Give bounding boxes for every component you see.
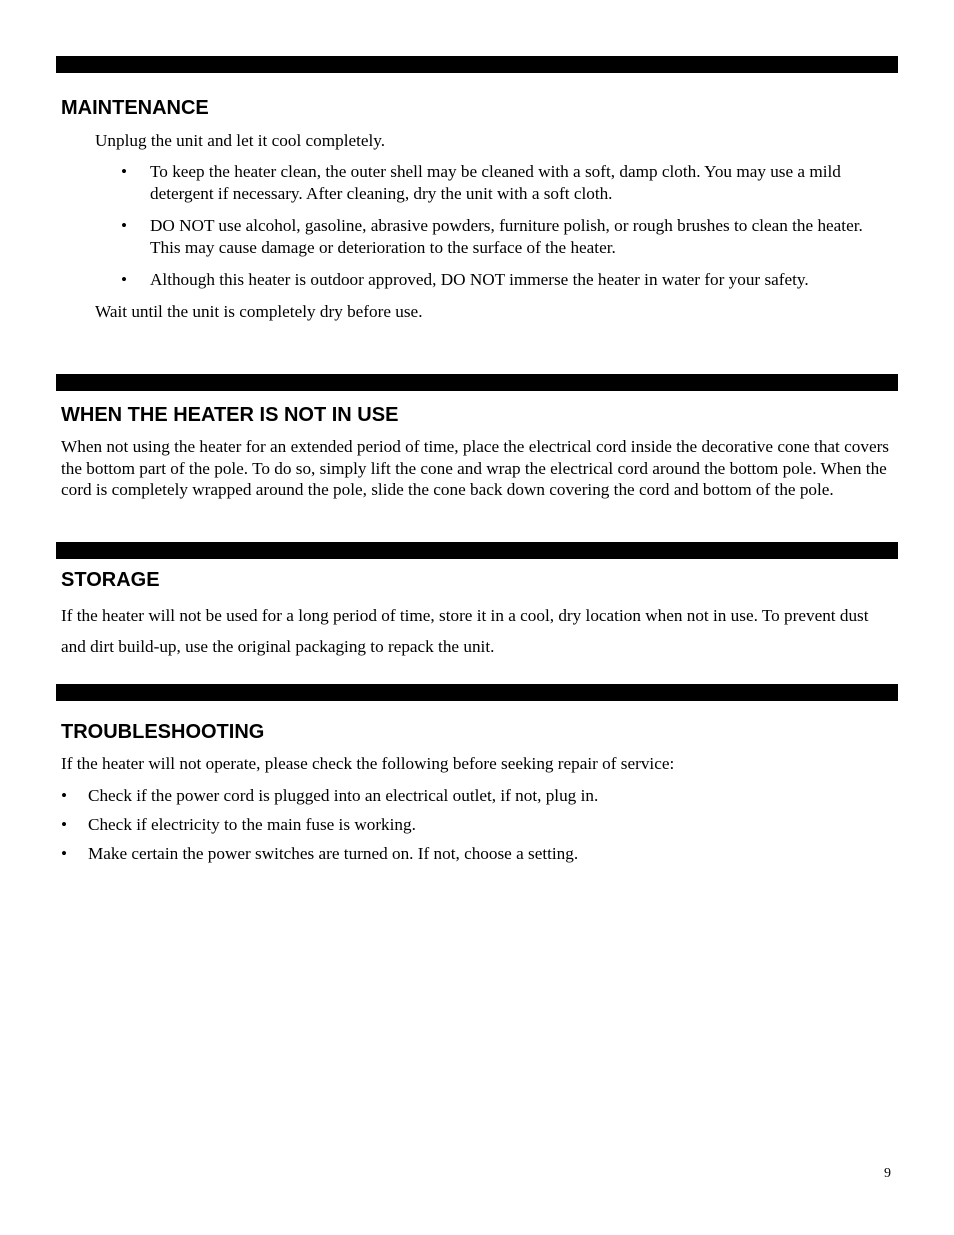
list-item-text: Make certain the power switches are turned on. If not, choose a setting. bbox=[88, 844, 579, 863]
storage-heading: STORAGE bbox=[61, 569, 160, 591]
bullet-icon: • bbox=[121, 162, 128, 181]
section-divider-bar bbox=[56, 684, 898, 701]
list-item bbox=[61, 785, 891, 807]
bullet-icon: • bbox=[61, 786, 68, 805]
list-item bbox=[121, 161, 878, 205]
list-item-text: DO NOT use alcohol, gasoline, abrasive powders, furniture polish, or rough brushes to clean the heater. This may cause damage or deterioration to the surface of the heater. bbox=[150, 216, 863, 257]
list-item-text: To keep the heater clean, the outer shell may be cleaned with a soft, damp cloth. You may use a mild detergent if necessary. After cleaning, dry the unit with a soft cloth. bbox=[150, 162, 841, 203]
maintenance-intro: Unplug the unit and let it cool completely. bbox=[95, 131, 386, 150]
storage-body: If the heater will not be used for a long period of time, store it in a cool, dry location when not in use. To prevent dust and dirt build-up, use the original packaging to repack the unit. bbox=[61, 606, 869, 656]
maintenance-outro: Wait until the unit is completely dry before use. bbox=[95, 302, 423, 321]
list-item bbox=[61, 814, 891, 836]
section-divider-bar bbox=[56, 56, 898, 73]
bullet-icon: • bbox=[61, 844, 68, 863]
list-item-text: Check if electricity to the main fuse is working. bbox=[88, 815, 416, 834]
not-in-use-body: When not using the heater for an extended period of time, place the electrical cord inside the decorative cone that covers the bottom part of the pole. To do so, simply lift the cone and wrap the electrical cord around the bottom pole. When the cord is completely wrapped around the pole, slide the cone back down covering the cord and bottom of the pole. bbox=[61, 437, 889, 500]
list-item-text: Check if the power cord is plugged into an electrical outlet, if not, plug in. bbox=[88, 786, 599, 805]
list-item bbox=[61, 843, 891, 865]
troubleshooting-heading: TROUBLESHOOTING bbox=[61, 721, 265, 743]
page-number: 9 bbox=[884, 1166, 891, 1181]
section-divider-bar bbox=[56, 542, 898, 559]
maintenance-heading: MAINTENANCE bbox=[61, 97, 209, 119]
bullet-icon: • bbox=[121, 270, 128, 289]
list-item-text: Although this heater is outdoor approved, DO NOT immerse the heater in water for your safety. bbox=[150, 270, 809, 289]
section-divider-bar bbox=[56, 374, 898, 391]
list-item bbox=[121, 269, 891, 291]
list-item bbox=[121, 215, 878, 259]
troubleshooting-intro: If the heater will not operate, please check the following before seeking repair of service: bbox=[61, 754, 675, 773]
bullet-icon: • bbox=[61, 815, 68, 834]
not-in-use-heading: WHEN THE HEATER IS NOT IN USE bbox=[61, 404, 399, 426]
bullet-icon: • bbox=[121, 216, 128, 235]
